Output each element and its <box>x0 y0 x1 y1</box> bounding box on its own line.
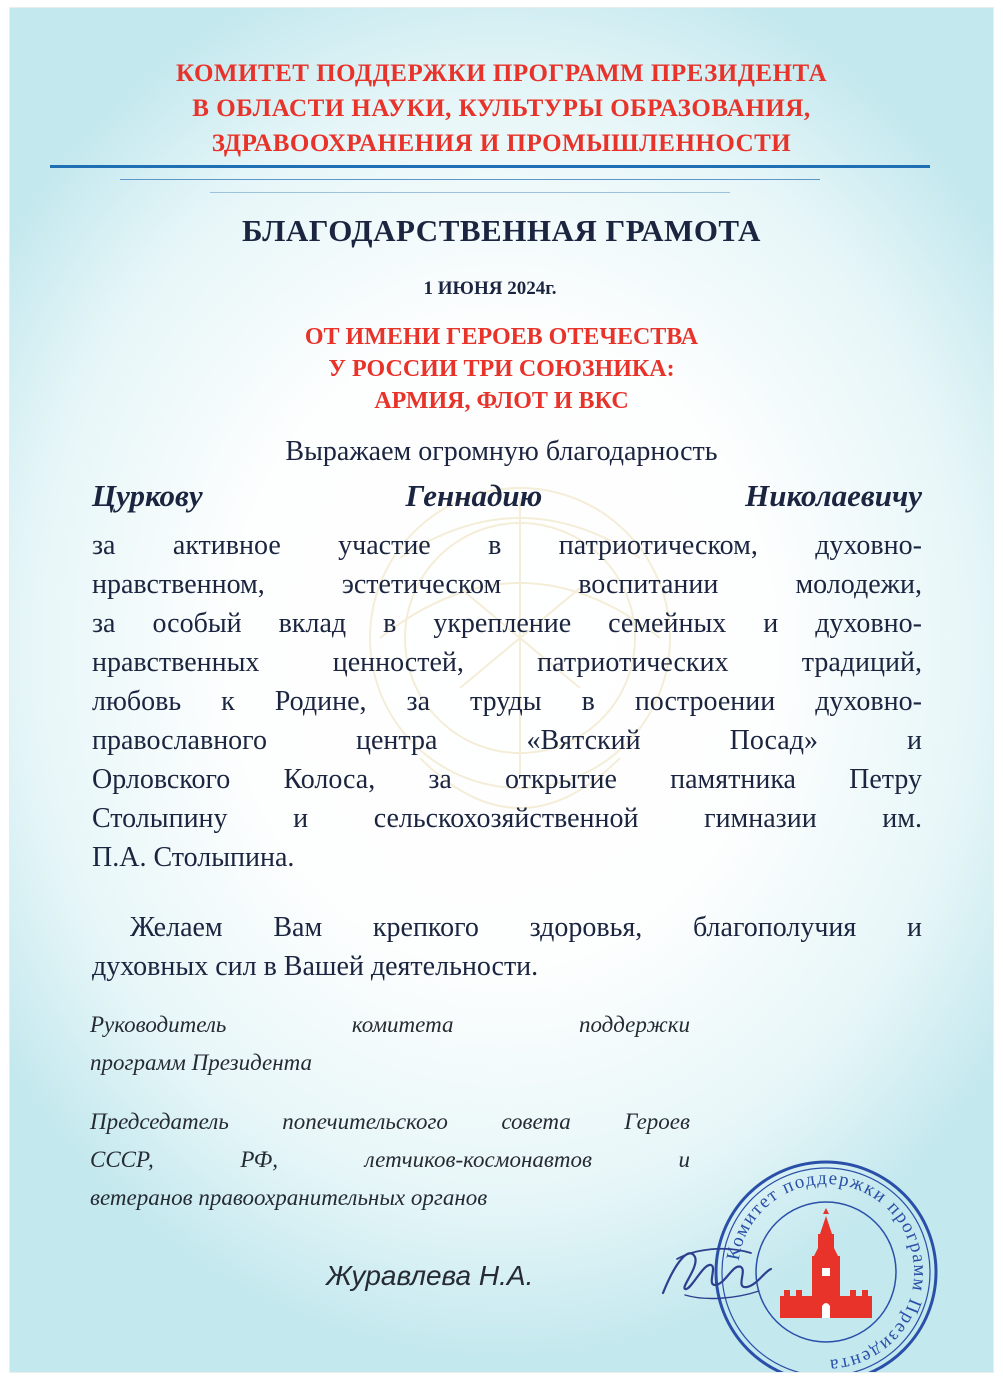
text-line: ветеранов правоохранительных органов <box>90 1185 488 1210</box>
text-line: любовь к Родине, за труды в построении духовно- <box>92 686 922 717</box>
header-divider <box>120 179 820 180</box>
text-line: Столыпину и сельскохозяйственной гимназии им. <box>92 803 922 834</box>
text-line: программ Президента <box>90 1050 312 1075</box>
recipient-first-name: Геннадию <box>405 478 543 513</box>
motto <box>10 321 993 417</box>
text-line: духовных сил в Вашей деятельности. <box>92 951 539 982</box>
committee-header <box>50 56 953 161</box>
text-line: нравственных ценностей, патриотических традиций, <box>92 647 922 678</box>
greeting: Выражаем огромную благодарность <box>285 436 718 467</box>
text-line: за активное участие в патриотическом, духовно- <box>92 530 922 561</box>
header-divider <box>210 192 730 193</box>
text-line: Председатель попечительского совета Героев <box>90 1109 690 1134</box>
text-line: СССР, РФ, летчиков-космонавтов и <box>90 1147 690 1172</box>
text-line: Руководитель комитета поддержки <box>90 1012 690 1037</box>
text-line: православного центра «Вятский Посад» и <box>92 725 922 756</box>
signatory-role-2 <box>90 1103 690 1217</box>
stamp-text: Комитет поддержки программ Президента <box>722 1167 931 1377</box>
text-line: за особый вклад в укрепление семейных и духовно- <box>92 608 922 639</box>
document-date: 1 ИЮНЯ 2024г. <box>423 278 557 299</box>
text-line: Желаем Вам крепкого здоровья, благополучия и <box>130 912 922 943</box>
handwritten-signature <box>655 1223 775 1313</box>
header-line: КОМИТЕТ ПОДДЕРЖКИ ПРОГРАММ ПРЕЗИДЕНТА <box>175 60 828 87</box>
text-line: нравственном, эстетическом воспитании молодежи, <box>92 569 922 600</box>
document-title: БЛАГОДАРСТВЕННАЯ ГРАМОТА <box>242 213 761 248</box>
header-line: В ОБЛАСТИ НАУКИ, КУЛЬТУРЫ ОБРАЗОВАНИЯ, <box>192 95 811 122</box>
certificate-sheet <box>10 8 993 1377</box>
motto-line: ОТ ИМЕНИ ГЕРОЕВ ОТЕЧЕСТВА <box>304 324 699 350</box>
recipient-patronymic: Николаевичу <box>745 478 922 513</box>
wishes-text <box>92 908 922 986</box>
signatory-name: Журавлева Н.А. <box>326 1260 534 1291</box>
header-line: ЗДРАВООХРАНЕНИЯ И ПРОМЫШЛЕННОСТИ <box>211 130 792 157</box>
text-line: П.А. Столыпина. <box>92 842 295 873</box>
motto-line: АРМИЯ, ФЛОТ И ВКС <box>374 388 629 414</box>
recipient-surname: Цуркову <box>92 478 203 513</box>
text-line: Орловского Колоса, за открытие памятника Петру <box>92 764 922 795</box>
motto-line: У РОССИИ ТРИ СОЮЗНИКА: <box>328 356 675 382</box>
signatory-role-1 <box>90 1006 690 1082</box>
kremlin-tower-icon <box>780 1208 872 1318</box>
recipient-name <box>92 478 922 514</box>
citation-text <box>92 526 922 877</box>
header-divider <box>50 165 930 168</box>
